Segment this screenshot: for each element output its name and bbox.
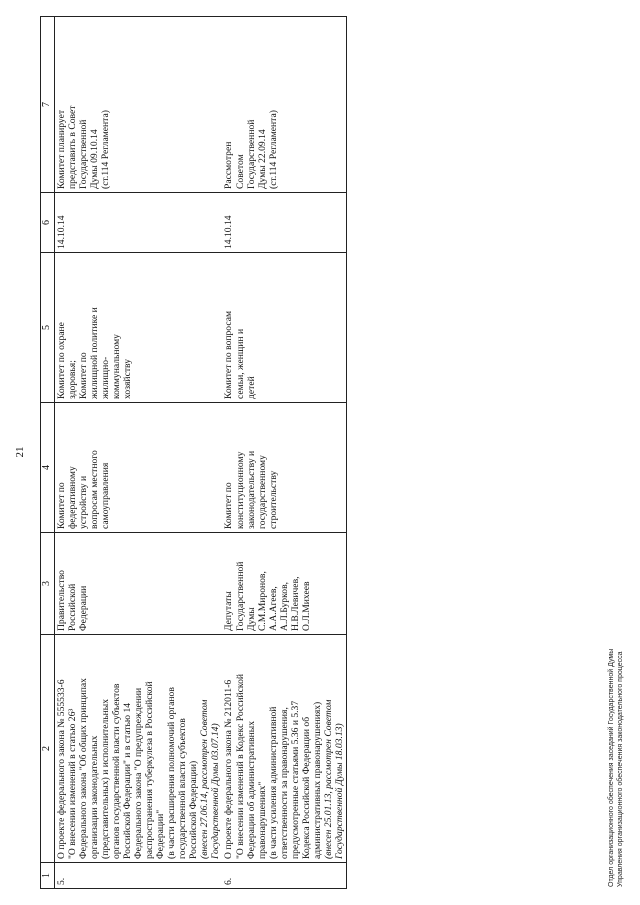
bill-title-line: административных правонарушениях) [311,701,323,859]
bill-title-line: Федерального закона "Об общих принципах [78,678,90,859]
bill-title-line: предусмотренные статьями 5.36 и 5.37 [289,700,301,859]
committee-line: федеративному [67,466,79,529]
co-committee-line: Комитет по охране [56,322,67,399]
row-number: 5. [55,863,223,889]
committee-line: Комитет по [223,482,235,529]
committee-line: вопросам местного [89,450,101,529]
co-committee-line: здоровья; [67,360,79,399]
committee-line: законодательству и [245,450,257,529]
column-header: 2 [41,635,55,863]
status-line: Советом [234,154,246,189]
initiator-line: О.Л.Михеев [300,581,312,631]
bill-title-cell [55,635,223,863]
initiator-line: Думы [245,607,257,631]
column-header: 4 [41,403,55,533]
co-committee-line: Комитет по [78,352,90,399]
co-committee-line: хозяйству [122,358,134,399]
table-header-row [41,17,55,889]
column-header: 7 [41,17,55,193]
initiator-line: Депутаты [223,591,235,631]
status-line: Комитет планирует [56,109,67,189]
date-cell: 14.10.14 [222,193,346,253]
status-cell [222,17,346,193]
bill-title-line: (представительных) и исполнительных [100,699,112,859]
status-line: Государственной [78,119,90,189]
committee-line: государственному [256,455,268,529]
status-line: Думы 22.09.14 [256,129,268,189]
bill-title-line: О проекте федерального закона № 555533-6 [56,679,67,859]
initiator-line: Российской [67,583,79,631]
bill-title-line: "О внесении изменений в Кодекс Российской [234,673,246,859]
table-row [222,17,346,889]
bill-title-line: Российской Федерации" и в статью 14 [122,702,134,859]
bill-title-line: организации законодательных [89,735,101,859]
initiator-line: С.М.Миронов, [256,571,268,631]
bill-title-line: органов государственной власти субъектов [111,683,123,859]
committee-line: устройству и [78,475,90,529]
bill-note-line: (внесен 27.06.14, рассмотрен Советом [199,699,211,859]
column-header: 3 [41,533,55,635]
co-committee-line: коммунальному [111,334,123,399]
committee-line: самоуправления [100,462,112,529]
status-line: представить в Совет [67,105,79,189]
bill-title-line: ответственности за правонарушения, [278,707,290,859]
initiator-line: Государственной [234,561,246,631]
co-committee-line: жилищной политике и [89,307,101,399]
footer-line: Отдел организационного обеспечения заседаний Государственной Думы [608,648,615,887]
initiator-cell [222,533,346,635]
status-line: Государственной [245,119,257,189]
responsible-committee-cell [55,403,223,533]
page-footer [608,649,626,887]
column-header: 5 [41,253,55,403]
bill-title-line: Федерации" [155,809,167,859]
bill-title-line: "О внесении изменений в статью 26³ [67,708,79,859]
row-number: 6. [222,863,346,889]
status-cell [55,17,223,193]
initiator-line: Правительство [56,570,67,631]
bill-title-line: О проекте федерального закона № 212011-6 [223,679,235,859]
bill-title-line: Федерации об административных [245,720,257,859]
table-row [55,17,223,889]
bill-note-line: Государственной Думы 18.03.13) [333,723,345,859]
bill-title-line: Кодекса Российской Федерации об [300,716,312,859]
bill-title-line: Федерального закона "О предупреждении [133,687,145,859]
bill-title-line: Российской Федерации) [188,760,200,859]
co-committees-cell [55,253,223,403]
initiator-line: А.А.Агеев, [267,586,279,631]
initiator-cell [55,533,223,635]
footer-line: Управления организационного обеспечения законодательного процесса [616,651,624,887]
bill-note-line: (внесен 25.01.13, рассмотрен Советом [322,699,334,859]
column-header: 6 [41,193,55,253]
co-committee-line: семьи, женщин и [234,328,246,399]
initiator-line: Н.В.Левичев, [289,576,301,631]
bill-title-line: (в части расширения полномочий органов [166,687,178,859]
committee-line: строительству [267,470,279,529]
bill-note-line: Государственной Думы 03.07.14) [210,723,222,859]
status-line: Думы 09.10.14 [89,129,101,189]
status-line: (ст.114 Регламента) [267,110,279,189]
page-number: 21 [14,446,26,458]
bill-title-line: (в части усиления административной [267,706,279,859]
bill-title-line: распространения туберкулеза в Российской [144,681,156,859]
responsible-committee-cell [222,403,346,533]
bill-title-cell [222,635,346,863]
status-line: Рассмотрен [223,141,235,189]
initiator-line: А.Л.Бурков, [278,582,290,631]
status-line: (ст.114 Регламента) [100,110,112,189]
co-committees-cell [222,253,346,403]
committee-line: Комитет по [56,482,67,529]
co-committee-line: Комитет по вопросам [223,310,235,399]
initiator-line: Федерации [78,585,90,631]
column-header: 1 [41,863,55,889]
bills-table [40,16,347,889]
bill-title-line: правонарушениях" [256,781,268,859]
bill-title-line: государственной власти субъектов [177,718,189,859]
date-cell: 14.10.14 [55,193,223,253]
co-committee-line: детей [245,376,257,399]
committee-line: конституционному [234,451,246,529]
co-committee-line: жилищно- [100,356,112,399]
